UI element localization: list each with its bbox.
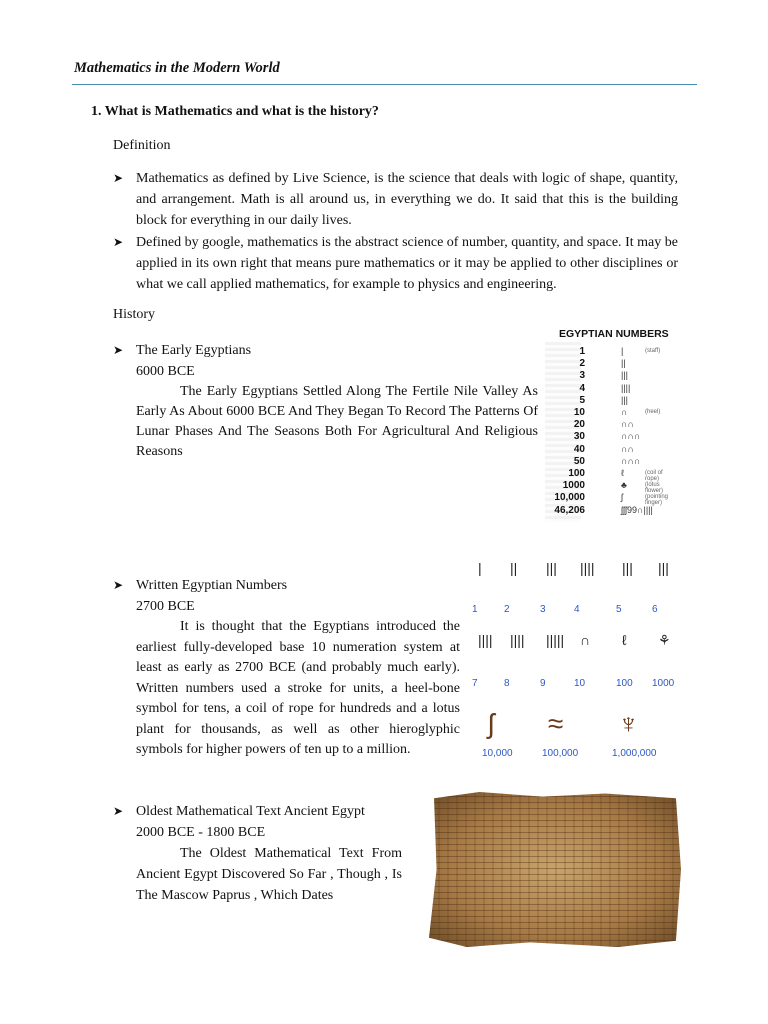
section-title: 1. What is Mathematics and what is the history? — [91, 104, 379, 119]
glyph-note: (lotus flower) — [645, 482, 664, 495]
hieroglyph-symbol: ⚘ — [658, 632, 671, 648]
glyph-note: (staff) — [645, 348, 661, 354]
digit-label: 1000 — [652, 678, 675, 689]
page-header: Mathematics in the Modern World — [74, 60, 280, 76]
definition-text: Mathematics as defined by Live Science, is the science that deals with logic of shape, quantity, and arrangement. Math is all around us, in everything we do. It said that this is the building block for everything in our daily lives. — [136, 171, 678, 228]
hieroglyph-glyph: ||| — [621, 370, 629, 381]
number-value: 3 — [579, 370, 585, 382]
egyptian-number-row — [545, 383, 673, 395]
egyptian-number-row — [545, 370, 673, 382]
egyptian-numbers-figure — [545, 328, 673, 524]
number-value: 40 — [573, 443, 585, 455]
history-body: The Early Egyptians Settled Along The Fertile Nile Valley As Early As About 6000 BCE And They Began To Record The Patterns Of Lunar Phases And The Seasons Both For Agricultural And Religious Reasons — [136, 384, 538, 459]
hieroglyph-symbol: |||| — [478, 632, 493, 648]
egyptian-number-row — [545, 395, 673, 407]
definition-bullet-1 — [113, 168, 678, 231]
hieroglyph-symbol: |||| — [510, 632, 525, 648]
figure-title: EGYPTIAN NUMBERS — [559, 328, 669, 340]
history-title: Written Egyptian Numbers — [136, 578, 288, 593]
number-value: 20 — [573, 419, 585, 431]
definition-text: Defined by google, mathematics is the abstract science of number, quantity, and space. It may be applied in its own right that means pure mathematics or it may be applied to other disciplines or what we call applied mathematics, for example to physics and engineering. — [136, 235, 678, 292]
hieroglyph-glyph: ∩∩∩ — [621, 431, 641, 442]
egyptian-number-row — [545, 505, 673, 517]
hieroglyph-glyph: ∩ — [621, 407, 628, 417]
egyptian-number-row — [545, 492, 673, 507]
number-value: 2 — [579, 358, 585, 370]
egyptian-number-row — [545, 419, 673, 431]
digit-label: 3 — [540, 604, 546, 615]
hieroglyph-glyph: || — [621, 358, 626, 369]
number-value: 10 — [573, 407, 585, 418]
history-label: History — [113, 307, 155, 322]
glyph-note: (coil of rope) — [645, 470, 663, 482]
egyptian-number-row — [545, 407, 673, 419]
hieroglyph-symbol: ♆ — [618, 708, 639, 739]
definition-bullet-2 — [113, 232, 678, 295]
hieroglyph-glyph: ℓ — [621, 468, 624, 478]
history-item-early-egyptians — [113, 340, 543, 470]
number-value: 46,206 — [554, 504, 585, 516]
hieroglyph-symbol: ∩ — [580, 632, 591, 648]
hieroglyph-glyph: ♣ — [621, 480, 627, 491]
digit-label: 10,000 — [482, 748, 513, 759]
papyrus-image — [429, 792, 681, 947]
history-item-written-numbers — [113, 575, 459, 785]
egyptian-number-row — [545, 444, 673, 456]
hieroglyph-symbol: || — [510, 560, 518, 576]
hieroglyph-symbol: ||| — [622, 560, 633, 576]
hieroglyph-glyph: ∩∩ — [621, 443, 634, 454]
digit-label: 5 — [616, 604, 622, 615]
hieroglyph-symbol: ℓ — [622, 632, 627, 648]
number-value: 50 — [573, 455, 585, 467]
number-value: 100 — [568, 468, 585, 479]
arrow-bullet-icon: ➤ — [113, 804, 124, 818]
digit-label: 10 — [574, 678, 586, 689]
digit-label: 100,000 — [542, 748, 579, 759]
hieroglyph-digits-figure — [466, 560, 686, 770]
number-value: 1000 — [562, 480, 585, 492]
hieroglyph-symbol: ||||| — [546, 632, 565, 648]
history-title: The Early Egyptians — [136, 343, 252, 358]
egyptian-number-row — [545, 358, 673, 370]
arrow-bullet-icon: ➤ — [113, 171, 124, 185]
digit-label: 4 — [574, 604, 580, 615]
digit-label: 100 — [616, 678, 633, 689]
hieroglyph-symbol: | — [478, 560, 482, 576]
digit-label: 1 — [472, 604, 478, 615]
hieroglyph-symbol: ||| — [658, 560, 669, 576]
digit-label: 1,000,000 — [612, 748, 657, 759]
number-value: 5 — [579, 394, 585, 406]
definition-label: Definition — [113, 138, 171, 153]
egyptian-number-row — [545, 480, 673, 495]
history-body: It is thought that the Egyptians introduced the earliest fully-developed base 10 numeration system at least as early as 2700 BCE (and probably much early). Written numbers used a stroke for units, a heel-bone symbol for tens, a coil of rope for hundreds and a lotus plant for thousands, as well as other hieroglyphic symbols for higher powers of ten up to a million. — [136, 619, 460, 757]
hieroglyph-symbol: ||| — [546, 560, 557, 576]
glyph-note: (pointing finger) — [645, 494, 669, 507]
glyph-note: (heel) — [645, 409, 661, 415]
arrow-bullet-icon: ➤ — [113, 343, 124, 357]
hieroglyph-glyph: |||| — [621, 382, 631, 393]
digit-label: 6 — [652, 604, 658, 615]
digit-label: 8 — [504, 678, 510, 689]
history-title: Oldest Mathematical Text Ancient Egypt — [136, 804, 365, 819]
arrow-bullet-icon: ➤ — [113, 578, 124, 592]
number-value: 30 — [573, 431, 585, 443]
history-item-oldest-text — [113, 801, 403, 911]
history-date: 2000 BCE - 1800 BCE — [136, 825, 266, 840]
egyptian-number-row — [545, 431, 673, 443]
egyptian-number-row — [545, 468, 673, 480]
hieroglyph-glyph: ʃʃʃ99∩|||| — [621, 504, 653, 515]
hieroglyph-symbol: ≈ — [548, 708, 564, 739]
digit-label: 7 — [472, 678, 478, 689]
history-body: The Oldest Mathematical Text From Ancient Egypt Discovered So Far , Though , Is The Mascow Paprus , Which Dates — [136, 846, 402, 903]
hieroglyph-symbol: ʃ — [488, 708, 495, 739]
hieroglyph-glyph: ʃ — [621, 492, 623, 503]
digit-label: 9 — [540, 678, 546, 689]
egyptian-number-row — [545, 346, 673, 358]
hieroglyph-glyph: | — [621, 346, 624, 356]
number-value: 1 — [579, 346, 585, 357]
history-date: 2700 BCE — [136, 599, 195, 614]
number-value: 10,000 — [554, 492, 585, 504]
hieroglyph-glyph: ∩∩∩ — [621, 455, 641, 466]
arrow-bullet-icon: ➤ — [113, 235, 124, 249]
history-date: 6000 BCE — [136, 364, 195, 379]
hieroglyph-glyph: ||| — [621, 394, 629, 405]
egyptian-number-row — [545, 456, 673, 468]
hieroglyph-symbol: |||| — [580, 560, 595, 576]
header-rule — [72, 84, 697, 85]
number-value: 4 — [579, 382, 585, 394]
hieroglyph-glyph: ∩∩ — [621, 419, 634, 430]
digit-label: 2 — [504, 604, 510, 615]
